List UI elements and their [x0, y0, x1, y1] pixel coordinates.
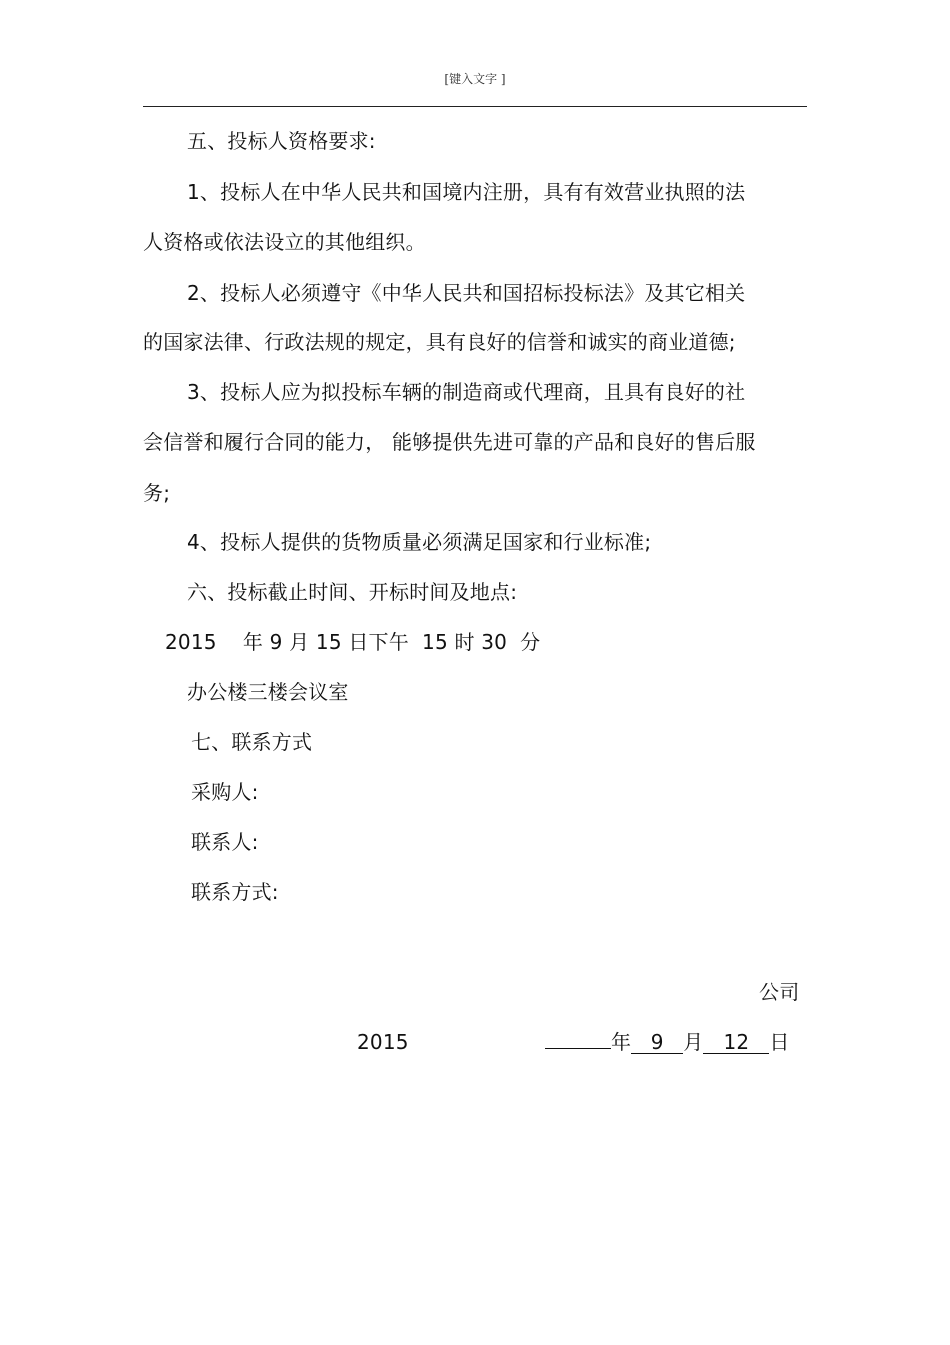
qualification-item-1-cont: 人资格或依法设立的其他组织。 [143, 230, 426, 254]
header-divider [143, 106, 807, 107]
month-suffix: 月 [683, 1030, 704, 1054]
bid-deadline-datetime: 2015 年 9 月 15 日下午 15 时 30 分 [165, 630, 541, 654]
year-suffix: 年 [611, 1030, 632, 1054]
contact-person-label: 联系人: [191, 830, 259, 854]
qualification-item-2: 2、投标人必须遵守《中华人民共和国招标投标法》及其它相关 [187, 281, 746, 305]
month-value: 9 [631, 1031, 683, 1054]
section-6-heading: 六、投标截止时间、开标时间及地点: [187, 580, 518, 604]
day-value: 12 [703, 1031, 769, 1054]
signature-date [545, 1029, 790, 1055]
qualification-item-3: 3、投标人应为拟投标车辆的制造商或代理商，且具有良好的社 [187, 380, 746, 404]
page-header: [键入文字 ] [444, 72, 506, 86]
year-blank [545, 1048, 611, 1049]
qualification-item-3-cont: 会信誉和履行合同的能力， 能够提供先进可靠的产品和良好的售后服 [143, 430, 756, 454]
section-5-heading: 五、投标人资格要求: [187, 129, 376, 153]
signature-year: 2015 [357, 1030, 409, 1054]
qualification-item-2-cont: 的国家法律、行政法规的规定，具有良好的信誉和诚实的商业道德; [143, 330, 736, 354]
day-suffix: 日 [769, 1030, 790, 1054]
purchaser-label: 采购人: [191, 780, 259, 804]
qualification-item-4: 4、投标人提供的货物质量必须满足国家和行业标准; [187, 530, 652, 554]
qualification-item-3-end: 务; [143, 481, 171, 505]
qualification-item-1: 1、投标人在中华人民共和国境内注册，具有有效营业执照的法 [187, 180, 746, 204]
contact-method-label: 联系方式: [191, 880, 279, 904]
bid-location: 办公楼三楼会议室 [187, 680, 349, 704]
signature-company: 公司 [759, 980, 800, 1004]
section-7-heading: 七、联系方式 [191, 730, 313, 754]
